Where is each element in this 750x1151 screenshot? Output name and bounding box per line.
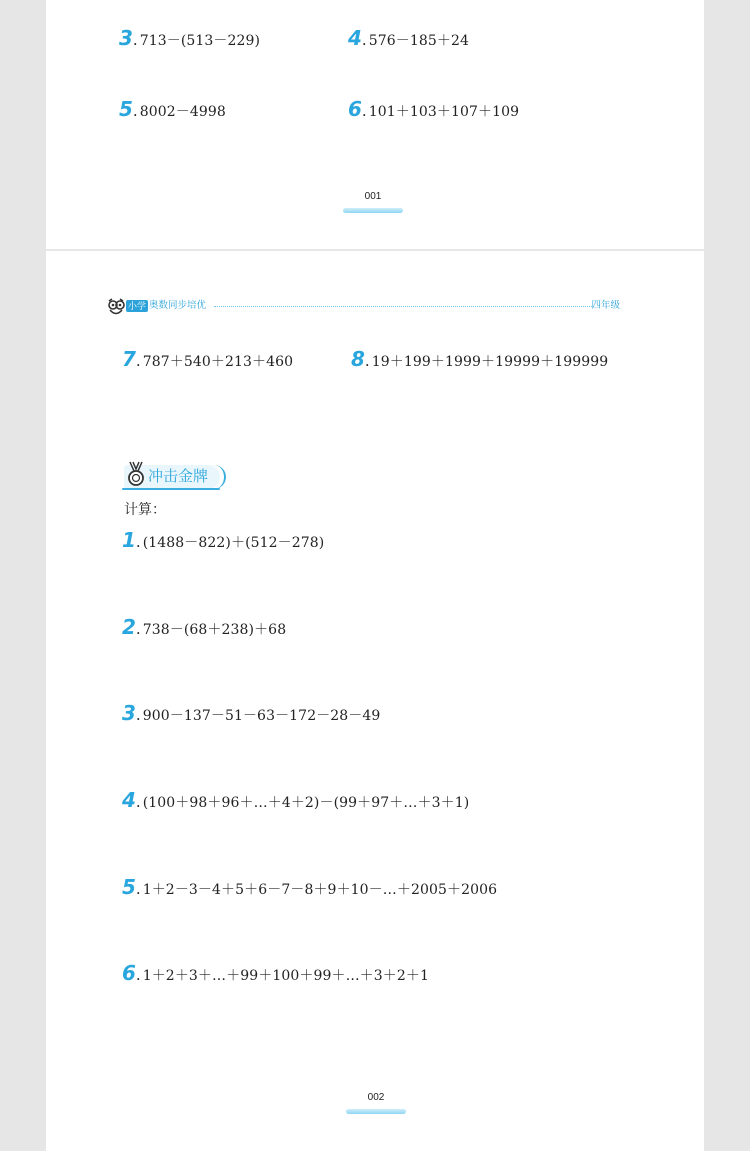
header-tag: 小学 xyxy=(128,301,147,311)
problem-number: 5 xyxy=(122,875,136,899)
problem-expression: 576－185＋24 xyxy=(368,33,469,49)
problem-number: 2 xyxy=(122,615,136,639)
problem-number: 4 xyxy=(122,788,136,812)
problem-number: 6 xyxy=(348,97,362,121)
header-grade: 四年级 xyxy=(591,300,620,311)
problem-4b: 4 . (100＋98＋96＋…＋4＋2)－(99＋97＋…＋3＋1) xyxy=(122,788,470,812)
problem-number: 6 xyxy=(122,961,136,985)
running-header xyxy=(106,295,632,317)
problem-4: 4 . 576－185＋24 xyxy=(348,26,469,50)
page-001 xyxy=(46,0,704,249)
owl-logo-icon xyxy=(106,297,126,317)
header-title: 奥数同步培优 xyxy=(149,300,207,311)
problem-expression: 787＋540＋213＋460 xyxy=(142,354,294,370)
problem-expression: 738－(68＋238)＋68 xyxy=(142,622,287,638)
problem-6: 6 . 101＋103＋107＋109 xyxy=(348,97,520,121)
problem-expression: 8002－4998 xyxy=(139,104,226,120)
page-number-bar xyxy=(343,208,403,213)
problem-number: 4 xyxy=(348,26,362,50)
problem-6b: 6 . 1＋2＋3＋…＋99＋100＋99＋…＋3＋2＋1 xyxy=(122,961,429,985)
section-badge xyxy=(122,459,226,491)
problem-1: 1 . (1488－822)＋(512－278) xyxy=(122,528,325,552)
problem-expression: (1488－822)＋(512－278) xyxy=(142,535,325,551)
section-title: 冲击金牌 xyxy=(148,468,209,485)
header-dotted-line xyxy=(214,306,594,307)
problem-3b: 3 . 900－137－51－63－172－28－49 xyxy=(122,701,381,725)
problem-2: 2 . 738－(68＋238)＋68 xyxy=(122,615,287,639)
problem-number: 5 xyxy=(119,97,133,121)
problem-number: 1 xyxy=(122,528,136,552)
problem-expression: (100＋98＋96＋…＋4＋2)－(99＋97＋…＋3＋1) xyxy=(142,795,470,811)
problem-number: 3 xyxy=(122,701,136,725)
problem-7: 7 . 787＋540＋213＋460 xyxy=(122,347,294,371)
page-number-bar xyxy=(346,1109,406,1114)
problem-3: 3 . 713－(513－229) xyxy=(119,26,261,50)
problem-expression: 101＋103＋107＋109 xyxy=(368,104,520,120)
problem-number: 7 xyxy=(122,347,136,371)
problem-number: 8 xyxy=(351,347,365,371)
problem-number: 3 xyxy=(119,26,133,50)
problem-8: 8 . 19＋199＋1999＋19999＋199999 xyxy=(351,347,609,371)
problem-expression: 900－137－51－63－172－28－49 xyxy=(142,708,381,724)
problem-5b: 5 . 1＋2－3－4＋5＋6－7－8＋9＋10－…＋2005＋2006 xyxy=(122,875,498,899)
page-002 xyxy=(46,251,704,1151)
instruction-text: 计算： xyxy=(124,502,166,518)
problem-expression: 1＋2＋3＋…＋99＋100＋99＋…＋3＋2＋1 xyxy=(142,968,429,984)
problem-expression: 1＋2－3－4＋5＋6－7－8＋9＋10－…＋2005＋2006 xyxy=(142,882,498,898)
page-number: 002 xyxy=(367,1092,385,1103)
medal-icon xyxy=(126,461,146,487)
problem-expression: 19＋199＋1999＋19999＋199999 xyxy=(371,354,609,370)
problem-expression: 713－(513－229) xyxy=(139,33,261,49)
page-number: 001 xyxy=(364,191,382,202)
problem-5: 5 . 8002－4998 xyxy=(119,97,226,121)
